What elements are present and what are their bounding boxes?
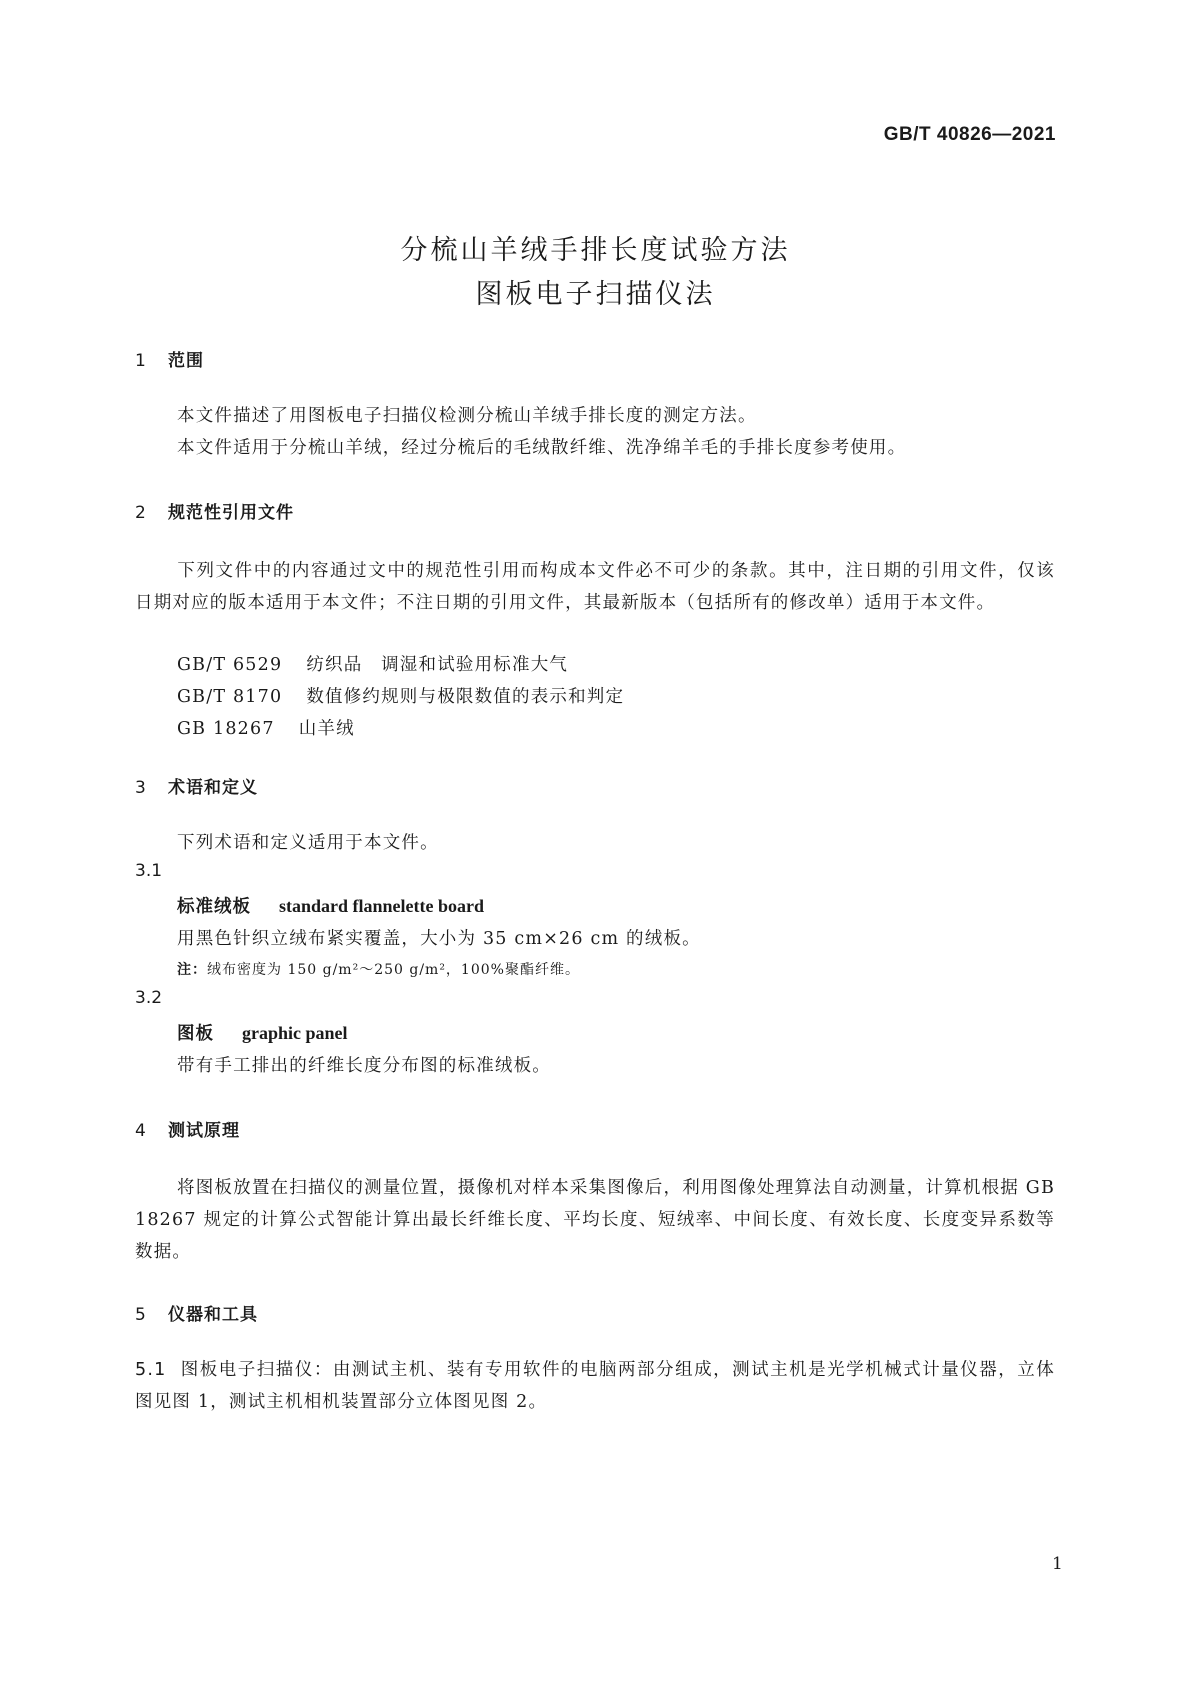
- section-5-heading: [135, 1300, 258, 1325]
- reference-code: GB/T 8170: [177, 687, 283, 707]
- clause-number: 5.1: [135, 1360, 167, 1380]
- section-title: 规范性引用文件: [168, 503, 294, 523]
- term-note: [177, 959, 580, 979]
- section-title: 术语和定义: [168, 778, 258, 798]
- reference-item: [177, 651, 568, 676]
- term-number: 3.1: [135, 861, 163, 881]
- paragraph-text: 将图板放置在扫描仪的测量位置，摄像机对样本采集图像后，利用图像处理算法自动测量，计算机根据 GB 18267 规定的计算公式智能计算出最长纤维长度、平均长度、短绒率、中间长度、有效长度、长度变异系数等数据。: [135, 1178, 1055, 1262]
- section-2-heading: [135, 498, 294, 523]
- section-title: 仪器和工具: [168, 1305, 258, 1325]
- reference-code: GB/T 6529: [177, 655, 283, 675]
- term-definition: 带有手工排出的纤维长度分布图的标准绒板。: [177, 1056, 551, 1076]
- scope-paragraph-2: 本文件适用于分梳山羊绒，经过分梳后的毛绒散纤维、洗净绵羊毛的手排长度参考使用。: [177, 438, 907, 458]
- term-english: standard flannelette board: [279, 896, 485, 916]
- term-heading: [177, 1020, 348, 1045]
- reference-item: [177, 683, 624, 708]
- document-title-line1: 分梳山羊绒手排长度试验方法: [400, 235, 791, 266]
- term-chinese: 标准绒板: [177, 897, 251, 917]
- term-number: 3.2: [135, 988, 163, 1008]
- section-title: 测试原理: [168, 1121, 240, 1141]
- terms-intro: 下列术语和定义适用于本文件。: [177, 833, 439, 853]
- section-3-heading: [135, 773, 258, 798]
- document-title-line2: 图板电子扫描仪法: [475, 279, 716, 310]
- section-number: 1: [135, 351, 147, 371]
- section-title: 范围: [168, 351, 204, 371]
- paragraph-text: 图板电子扫描仪：由测试主机、装有专用软件的电脑两部分组成，测试主机是光学机械式计量仪器，立体图见图 1，测试主机相机装置部分立体图见图 2。: [135, 1360, 1055, 1412]
- section-number: 3: [135, 778, 147, 798]
- reference-title: 数值修约规则与极限数值的表示和判定: [306, 687, 625, 707]
- test-principle-paragraph: [135, 1172, 1055, 1268]
- reference-title: 纺织品 调湿和试验用标准大气: [306, 655, 569, 675]
- page-number: 1: [1052, 1554, 1063, 1574]
- section-number: 5: [135, 1305, 147, 1325]
- paragraph-text: 下列文件中的内容通过文中的规范性引用而构成本文件必不可少的条款。其中，注日期的引用文件，仅该日期对应的版本适用于本文件；不注日期的引用文件，其最新版本（包括所有的修改单）适用于本文件。: [135, 561, 1055, 613]
- normative-references-intro: [135, 555, 1055, 619]
- note-label: 注：: [177, 962, 207, 978]
- term-definition: 用黑色针织立绒布紧实覆盖，大小为 35 cm×26 cm 的绒板。: [177, 929, 701, 949]
- reference-item: [177, 715, 355, 740]
- standard-number: GB/T 40826—2021: [883, 124, 1056, 145]
- clause-5-1-paragraph: [135, 1354, 1055, 1418]
- reference-code: GB 18267: [177, 719, 275, 739]
- term-heading: [177, 893, 484, 918]
- note-text: 绒布密度为 150 g/m²～250 g/m²，100%聚酯纤维。: [207, 962, 580, 978]
- section-4-heading: [135, 1116, 240, 1141]
- section-1-heading: [135, 346, 204, 371]
- term-chinese: 图板: [177, 1024, 214, 1044]
- section-number: 4: [135, 1121, 147, 1141]
- reference-title: 山羊绒: [298, 719, 355, 739]
- scope-paragraph-1: 本文件描述了用图板电子扫描仪检测分梳山羊绒手排长度的测定方法。: [177, 406, 757, 426]
- section-number: 2: [135, 503, 147, 523]
- term-english: graphic panel: [242, 1023, 348, 1043]
